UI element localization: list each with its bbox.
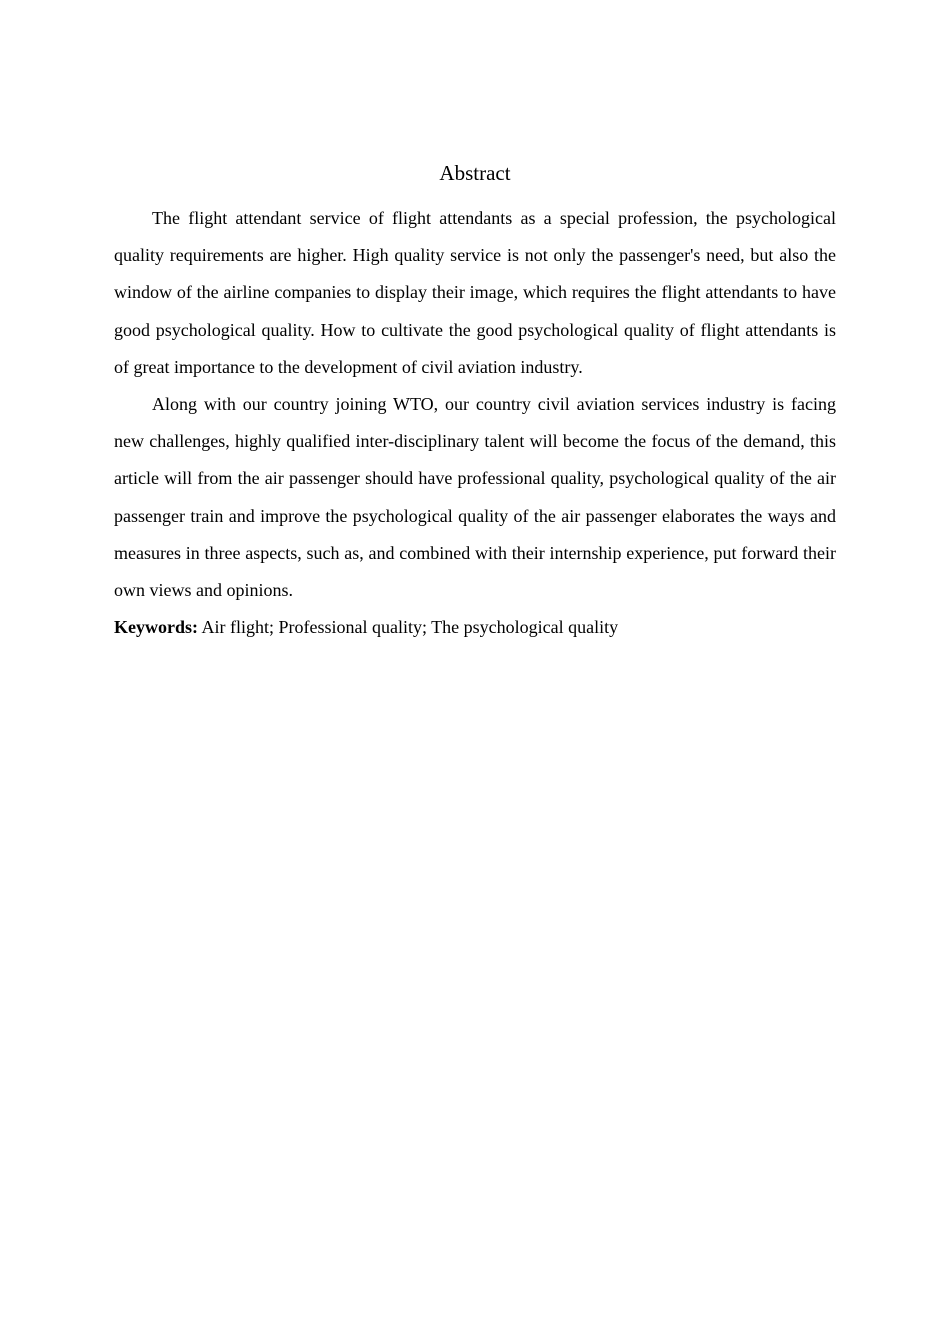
- keywords-text: Air flight; Professional quality; The psychological quality: [198, 617, 619, 638]
- abstract-paragraph-2: Along with our country joining WTO, our country civil aviation services industry is facing new challenges, highly qualified inter-disciplinary talent will become the focus of the demand, this article will from the air passenger should have professional quality, psychological quality of the air passenger train and improve the psychological quality of the air passenger elaborates the ways and measures in three aspects, such as, and combined with their internship experience, put forward their own views and opinions.: [114, 394, 836, 601]
- abstract-paragraph-1: The flight attendant service of flight attendants as a special profession, the psychological quality requirements are higher. High quality service is not only the passenger's need, but also the window of the airline companies to display their image, which requires the flight attendants to have good psychological quality. How to cultivate the good psychological quality of flight attendants is of great importance to the development of civil aviation industry.: [114, 208, 836, 377]
- keywords-line: [114, 609, 836, 645]
- abstract-title: Abstract: [439, 161, 511, 185]
- abstract-section: [114, 158, 836, 645]
- keywords-label: Keywords:: [114, 617, 198, 638]
